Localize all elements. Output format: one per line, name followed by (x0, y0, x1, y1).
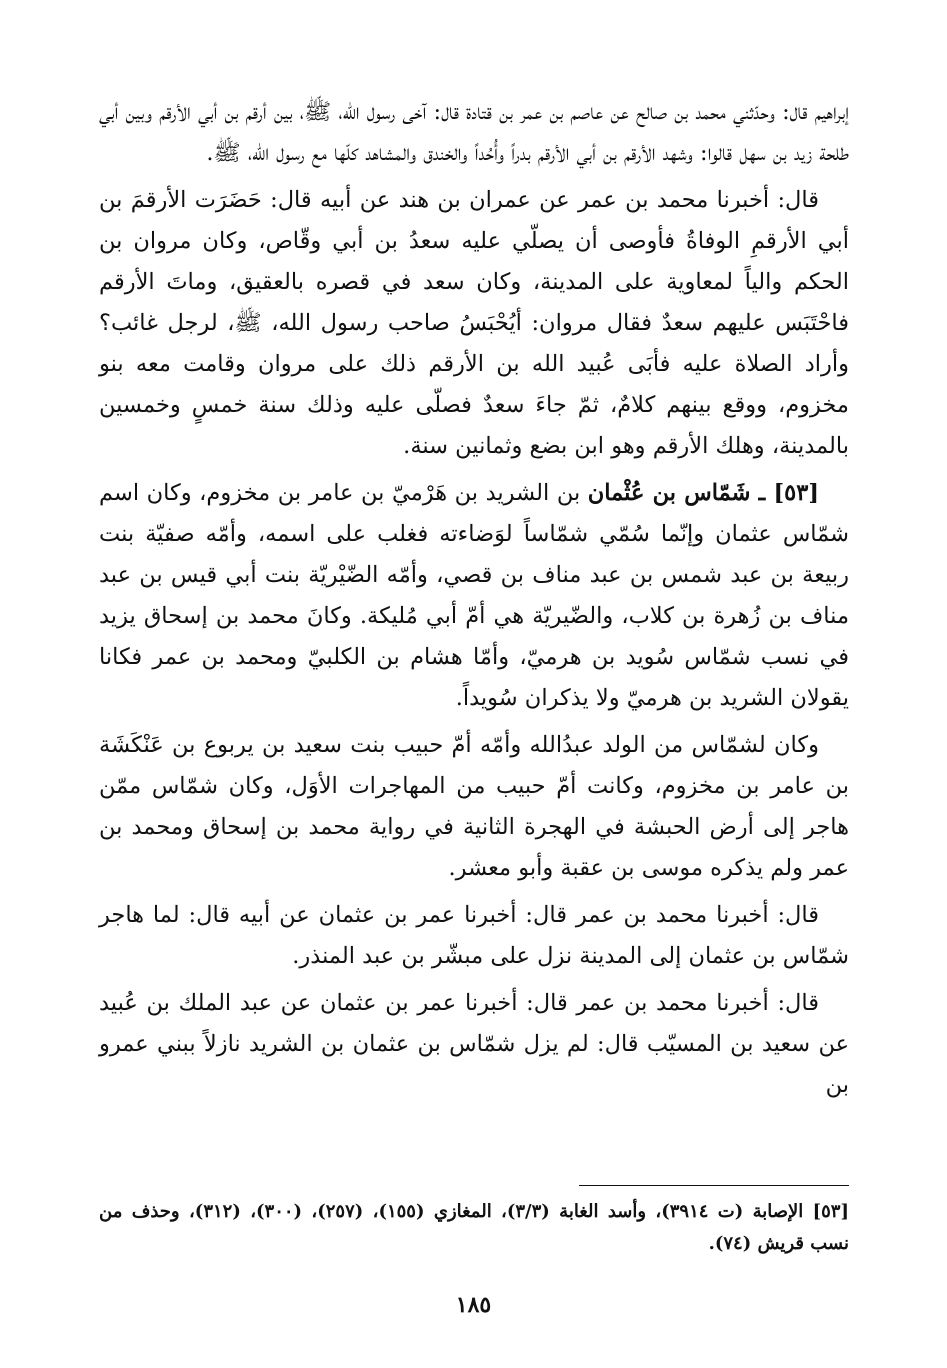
paragraph-5: قال: أخبرنا محمد بن عمر قال: أخبرنا عمر بن عثمان عن أبيه قال: لما هاجر شمّاس بن عثمان إلى المدينة نزل على مبشّر بن عبد المنذر. (99, 902, 849, 969)
page-number: ١٨٥ (455, 1292, 492, 1318)
paragraph-3-biography (99, 473, 849, 719)
footnote-divider (579, 1185, 849, 1186)
biography-heading: [٥٣] ـ شَمّاس بن عُثْمان (587, 480, 819, 506)
paragraph-6: قال: أخبرنا محمد بن عمر قال: أخبرنا عمر بن عثمان عن عبد الملك بن عُبيد عن سعيد بن المسيّب قال: لم يزل شمّاس بن عثمان بن الشريد نازلاً ببني عمرو بن (99, 990, 849, 1098)
biography-text: بن الشريد بن هَرْميّ بن عامر بن مخزوم، وكان اسم شمّاس عثمان وإنّما سُمّي شمّاساً لوَضاءته فغلب على اسمه، وأمّه صفيّة بنت ربيعة بن عبد شمس بن عبد مناف بن قصي، وأمّه الضّيْريّة بنت أبي قيس بن عبد مناف بن زُهرة بن كلاب، والضّيريّة هي أمّ أبي مُليكة. وكانَ محمد بن إسحاق يزيد في نسب شمّاس سُويد بن هرميّ، وأمّا هشام بن الكلبيّ ومحمد بن عمر فكانا يقولان الشريد بن هرميّ ولا يذكران سُويداً. (99, 480, 849, 711)
paragraph-2: قال: أخبرنا محمد بن عمر عن عمران بن هند عن أبيه قال: حَضَرَت الأرقمَ بن أبي الأرقمِ الوفاةُ فأوصى أن يصلّي عليه سعدُ بن أبي وقّاص، وكان مروان بن الحكم والياً لمعاوية على المدينة، وكان سعد في قصره بالعقيق، وماتَ الأرقم فاحْتَبَس عليهم سعدٌ فقال مروان: أيُحْبَسُ صاحب رسول الله، ﷺ، لرجل غائب؟ وأراد الصلاة عليه فأبَى عُبيد الله بن الأرقم ذلك على مروان وقامت معه بنو مخزوم، ووقع بينهم كلامٌ، ثمّ جاءَ سعدٌ فصلّى عليه وذلك سنة خمسٍ وخمسين بالمدينة، وهلك الأرقم وهو ابن بضع وثمانين سنة. (99, 187, 849, 459)
paragraph-1: إبراهيم قال: وحدّثني محمد بن صالح عن عاصم بن عمر بن قتادة قال: آخى رسول الله، ﷺ، بين أرقم بن أبي الأرقم وبين أبي طلحة زيد بن سهل قالوا: وشهد الأرقم بن أبي الأرقم بدراً وأُحُداً والخندق والمشاهد كلّها مع رسول الله، ﷺ. (99, 99, 849, 166)
paragraph-4: وكان لشمّاس من الولد عبدُالله وأمّه أمّ حبيب بنت سعيد بن يربوع بن عَنْكَشَة بن عامر بن مخزوم، وكانت أمّ حبيب من المهاجرات الأوَل، وكان شمّاس ممّن هاجر إلى أرض الحبشة في الهجرة الثانية في رواية محمد بن إسحاق ومحمد بن عمر ولم يذكره موسى بن عقبة وأبو معشر. (99, 732, 849, 881)
main-text (99, 92, 849, 1112)
footnote: [٥٣] الإصابة (ت ٣٩١٤)، وأسد الغابة (٣/٣)، المغازي (١٥٥)، (٢٥٧)، (٣٠٠)، (٣١٢)، وحذف من نسب قريش (٧٤). (99, 1201, 850, 1254)
